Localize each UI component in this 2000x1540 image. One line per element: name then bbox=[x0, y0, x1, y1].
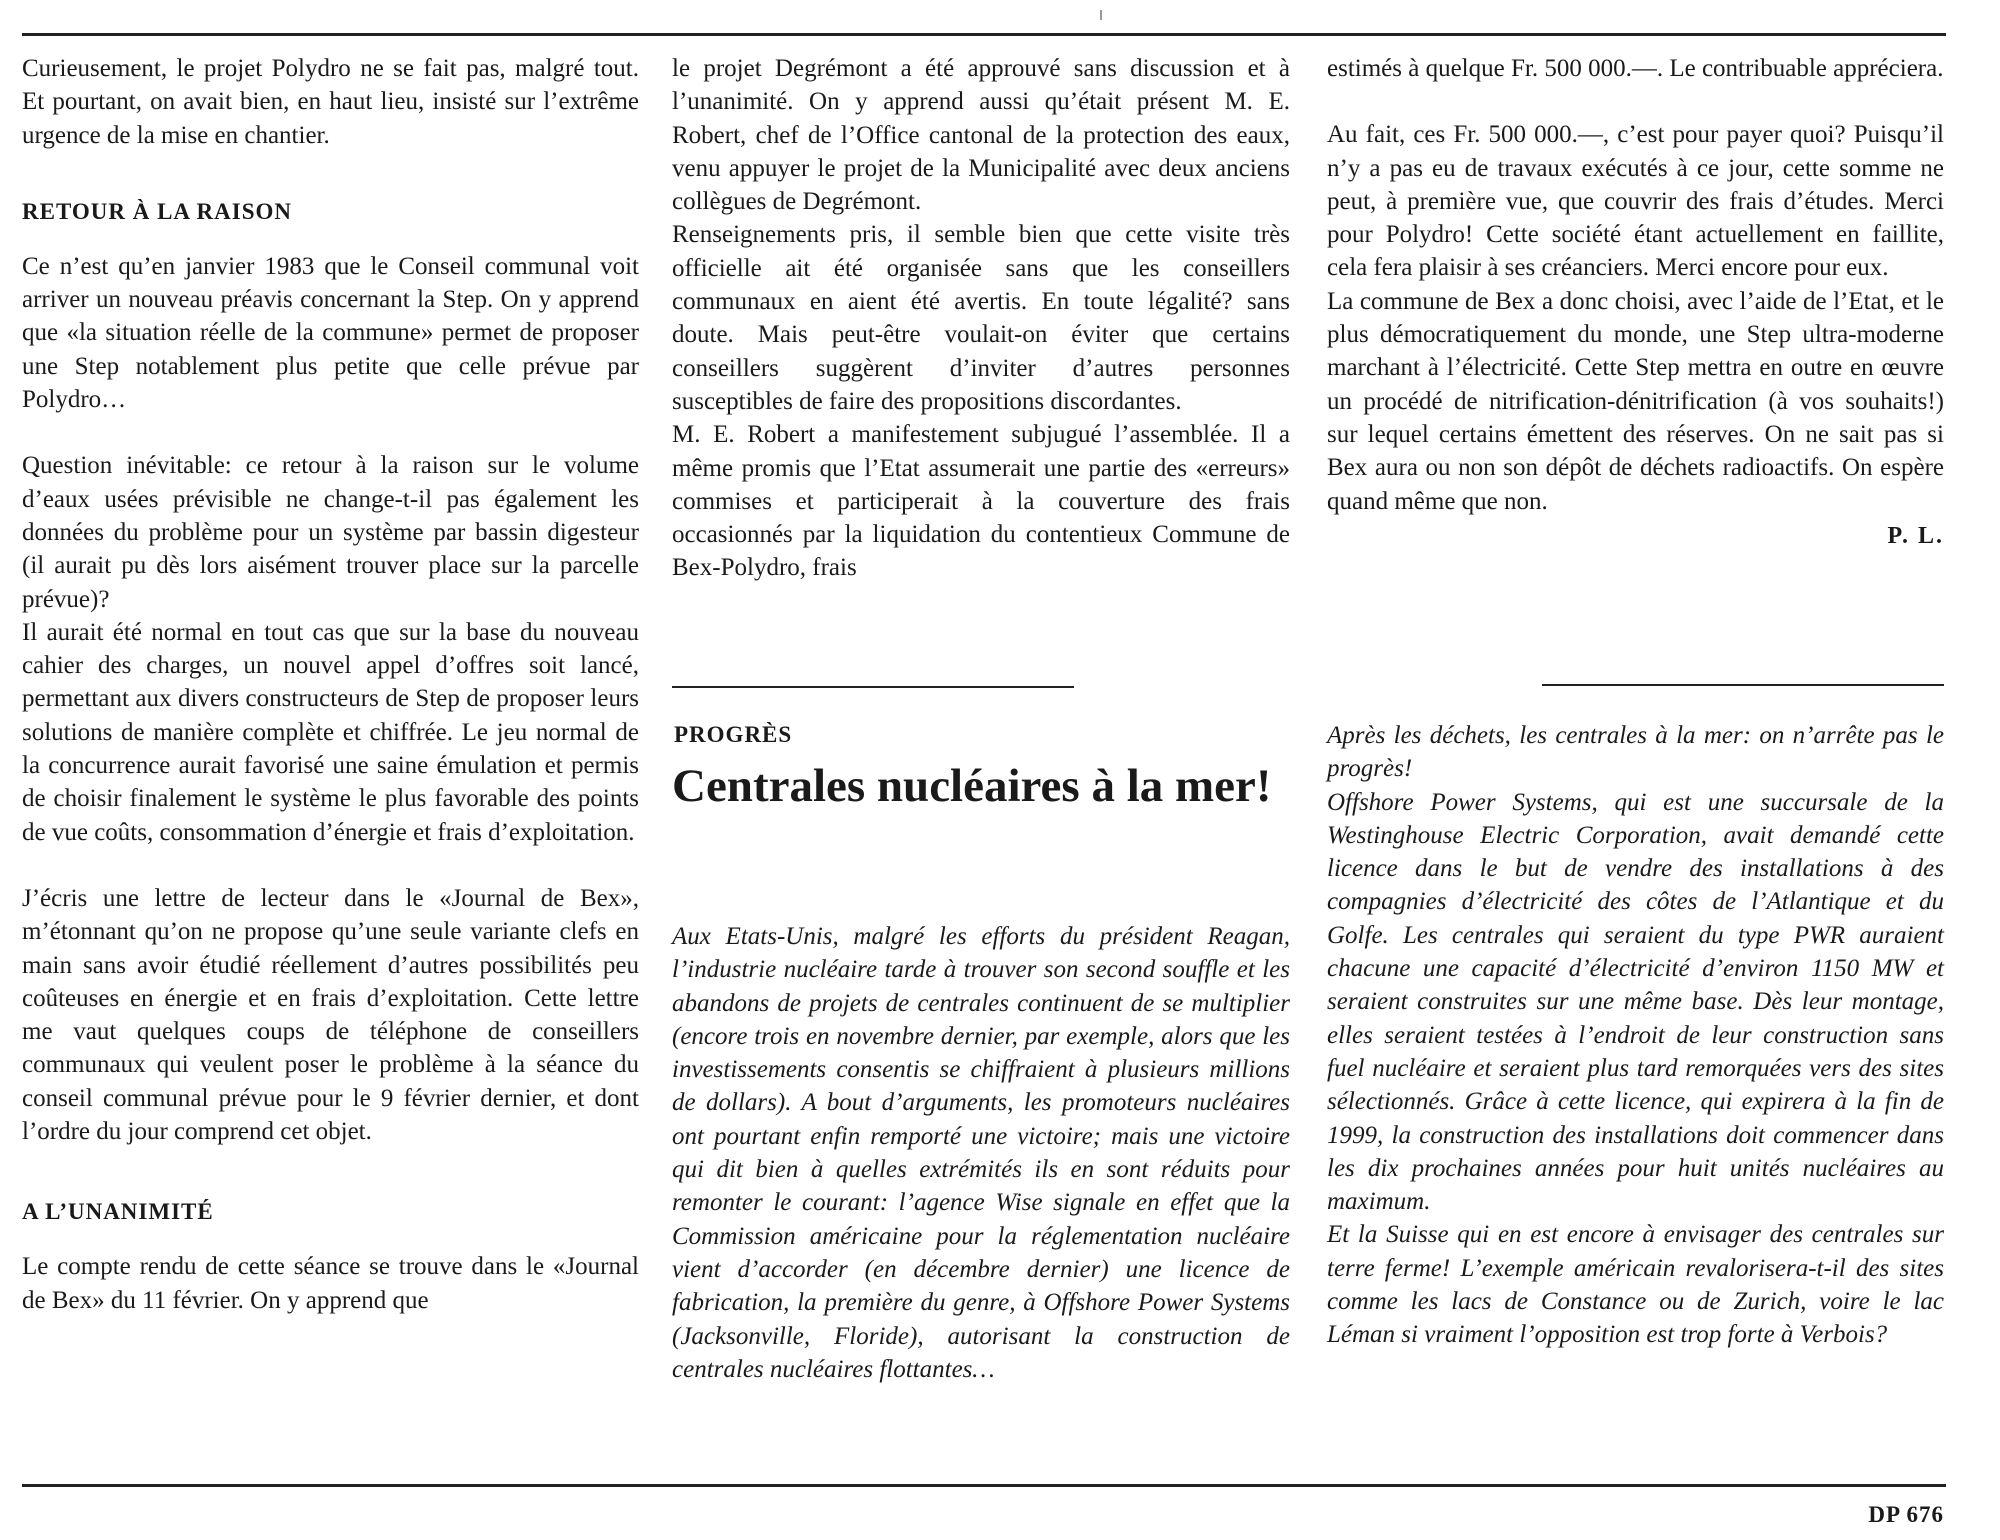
section-heading-unanimite: A L’UNANIMITÉ bbox=[22, 1199, 214, 1225]
scan-mark bbox=[1100, 10, 1102, 20]
author-signature: P. L. bbox=[1887, 522, 1944, 549]
col2-paragraph-1: le projet Degrémont a été approuvé sans discussion et à l’unanimité. On y apprend aussi qu’était présent M. E. Robert, chef de l’Office cantonal de la protection des eaux, venu appuyer le projet de la Municipalité avec deux anciens collègues de Degrémont. bbox=[672, 55, 1290, 216]
col2-paragraph-4: Aux Etats-Unis, malgré les efforts du président Reagan, l’industrie nucléaire tarde à trouver son second souffle et les abandons de projets de centrales continuent de se multiplier (encore trois en novembre dernier, par exemple, alors que les investissements consentis se chiffraient à plusieurs millions de dollars). A bout d’arguments, les promoteurs nucléaires ont pourtant enfin remporté une victoire; mais une victoire qui dit bien à quelles extrémités ils en sont réduits pour remonter le courant: l’agence Wise signale en effet que la Commission américaine pour la réglementation nucléaire vient d’accorder (en décembre dernier) une licence de fabrication, la première du genre, à Offshore Power Systems (Jacksonville, Floride), autorisant la construction de centrales nucléaires flottantes… bbox=[672, 923, 1290, 1383]
col1-paragraph-3: Question inévitable: ce retour à la raison sur le volume d’eaux usées prévisible ne change-t-il pas également les données du problème pour un système par bassin digesteur (il aurait pu dès lors aisément trouver place sur la parcelle prévue)? bbox=[22, 452, 639, 613]
column-2 bbox=[672, 52, 1290, 585]
col1-paragraph-6: Le compte rendu de cette séance se trouve dans le «Journal de Bex» du 11 février. On y apprend que bbox=[22, 1253, 639, 1314]
col1-paragraph-1: Curieusement, le projet Polydro ne se fait pas, malgré tout. Et pourtant, on avait bien, en haut lieu, insisté sur l’extrême urgence de la mise en chantier. bbox=[22, 55, 639, 149]
article-kicker: PROGRÈS bbox=[674, 722, 793, 747]
col1-paragraph-2: Ce n’est qu’en janvier 1983 que le Conseil communal voit arriver un nouveau préavis concernant la Step. On y apprend que «la situation réelle de la commune» permet de proposer une Step notablement plus petite que celle prévue par Polydro… bbox=[22, 252, 639, 414]
page-folio: DP 676 bbox=[1868, 1502, 1944, 1527]
article-continuation bbox=[1327, 719, 1944, 1352]
col3-paragraph-6: Et la Suisse qui en est encore à envisager des centrales sur terre ferme! L’exemple américain revalorisera-t-il des sites comme les lacs de Constance ou de Zurich, voire le lac Léman si vraiment l’opposition est trop forte à Verbois? bbox=[1327, 1221, 1944, 1349]
article-headline: Centrales nucléaires à la mer! bbox=[672, 760, 1272, 812]
bottom-rule bbox=[22, 1484, 1946, 1487]
section-heading-retour: RETOUR À LA RAISON bbox=[22, 198, 292, 224]
col1-paragraph-4: Il aurait été normal en tout cas que sur la base du nouveau cahier des charges, un nouvel appel d’offres soit lancé, permettant aux divers constructeurs de Step de proposer leurs solutions de manière complète et chiffrée. Le jeu normal de la concurrence aurait favorisé une saine émulation et permis de choisir finalement le système le plus favorable des points de vue coûts, consommation d’énergie et frais d’exploitation. bbox=[22, 618, 639, 846]
col1-paragraph-5: J’écris une lettre de lecteur dans le «Journal de Bex», m’étonnant qu’on ne propose qu’une seule variante clefs en main sans avoir étudié réellement d’autres possibilités peu coûteuses en énergie et en frais d’exploitation. Cette lettre me vaut quelques coups de téléphone de conseillers communaux qui veulent poser le problème à la séance du conseil communal prévue pour le 9 février dernier, et dont l’ordre du jour comprend cet objet. bbox=[22, 884, 639, 1146]
col3-paragraph-2: Au fait, ces Fr. 500 000.—, c’est pour payer quoi? Puisqu’il n’y a pas eu de travaux exécutés à ce jour, cette somme ne peut, à première vue, que couvrir des frais d’études. Merci pour Polydro! Cette société étant actuellement en faillite, cela fera plaisir à ses créanciers. Merci encore pour eux. bbox=[1327, 121, 1944, 282]
column-1 bbox=[22, 52, 639, 1317]
col3-paragraph-4: Après les déchets, les centrales à la mer: on n’arrête pas le progrès! bbox=[1327, 722, 1944, 783]
article-intro bbox=[672, 920, 1290, 1386]
article-separator-rule bbox=[672, 686, 1074, 688]
col3-paragraph-3: La commune de Bex a donc choisi, avec l’aide de l’Etat, et le plus démocratiquement du monde, une Step ultra-moderne marchant à l’électricité. Cette Step mettra en outre en œuvre un procédé de nitrification-dénitrification (à vos souhaits!) sur lequel certains émettent des réserves. On ne sait pas si Bex aura ou non son dépôt de déchets radioactifs. On espère quand même que non. bbox=[1327, 287, 1944, 515]
col2-paragraph-3: M. E. Robert a manifestement subjugué l’assemblée. Il a même promis que l’Etat assumerait une partie des «erreurs» commises et participerait à la couverture des frais occasionnés par la liquidation du contentieux Commune de Bex-Polydro, frais bbox=[672, 421, 1290, 582]
col3-paragraph-1: estimés à quelque Fr. 500 000.—. Le contribuable appréciera. bbox=[1327, 55, 1944, 82]
col2-paragraph-2: Renseignements pris, il semble bien que cette visite très officielle ait été organisée sans que les conseillers communaux en aient été avertis. En toute légalité? sans doute. Mais peut-être voulait-on éviter que certains conseillers suggèrent d’inviter d’autres personnes susceptibles de faire des propositions discordantes. bbox=[672, 221, 1290, 415]
column-3 bbox=[1327, 52, 1944, 553]
column3-separator-rule bbox=[1542, 684, 1944, 686]
col3-paragraph-5: Offshore Power Systems, qui est une succursale de la Westinghouse Electric Corporation, avait demandé cette licence dans le but de vendre des installations à des compagnies d’électricité des côtes de l’Atlantique et du Golfe. Les centrales qui seraient du type PWR auraient chacune une capacité d’électricité d’environ 1150 MW et seraient construites sur une même base. Dès leur montage, elles seraient testées à l’endroit de leur construction sans fuel nucléaire et seraient plus tard remorquées vers des sites sélectionnés. Grâce à cette licence, qui expirera à la fin de 1999, la construction des installations doit commencer dans les dix prochaines années pour huit unités nucléaires au maximum. bbox=[1327, 788, 1944, 1216]
top-rule bbox=[22, 33, 1946, 36]
